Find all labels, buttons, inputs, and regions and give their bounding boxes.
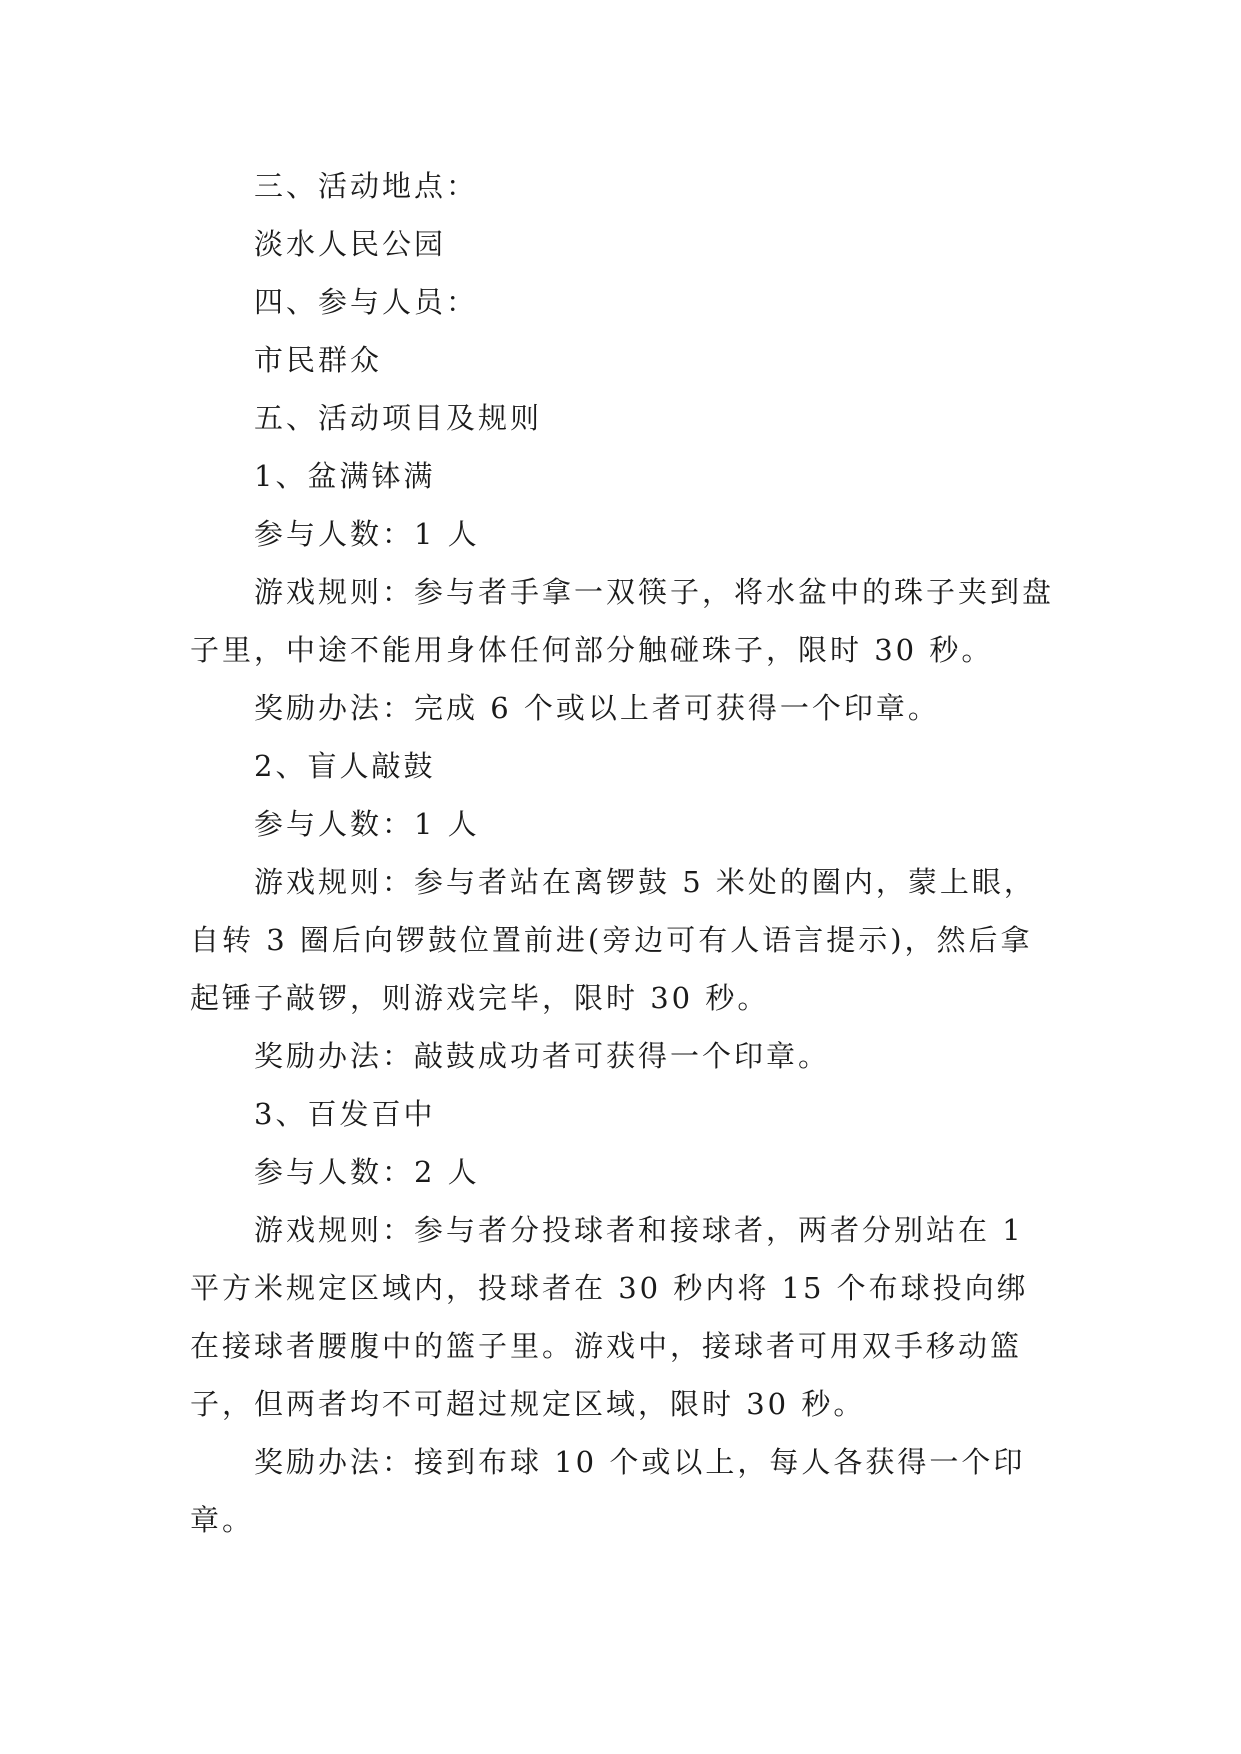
activity-3-headcount: 参与人数：2 人 <box>254 1155 480 1189</box>
participants-text: 市民群众 <box>254 343 383 377</box>
activity-3-title: 3、百发百中 <box>254 1097 436 1131</box>
activity-3-reward: 奖励办法：接到布球 10 个或以上，每人各获得一个印章。 <box>190 1445 1026 1537</box>
activity-2-rules: 游戏规则：参与者站在离锣鼓 5 米处的圈内，蒙上眼，自转 3 圈后向锣鼓位置前进(旁边可有人语言提示)，然后拿起锤子敲锣，则游戏完毕，限时 30 秒。 <box>190 865 1036 1015</box>
activity-1-rules: 游戏规则：参与者手拿一双筷子，将水盆中的珠子夹到盘子里，中途不能用身体任何部分触碰珠子，限时 30 秒。 <box>190 575 1055 667</box>
section-heading-location: 三、活动地点： <box>254 169 479 203</box>
activity-1-title: 1、盆满钵满 <box>254 459 436 493</box>
document-body <box>190 157 1055 1549</box>
section-heading-participants: 四、参与人员： <box>254 285 479 319</box>
section-heading-activities: 五、活动项目及规则 <box>254 401 543 435</box>
activity-2-headcount: 参与人数：1 人 <box>254 807 480 841</box>
activity-2-reward: 奖励办法：敲鼓成功者可获得一个印章。 <box>254 1039 831 1073</box>
activity-1-reward: 奖励办法：完成 6 个或以上者可获得一个印章。 <box>254 691 940 725</box>
location-text: 淡水人民公园 <box>254 227 447 261</box>
activity-2-title: 2、盲人敲鼓 <box>254 749 436 783</box>
activity-3-rules: 游戏规则：参与者分投球者和接球者，两者分别站在 1 平方米规定区域内，投球者在 30 秒内将 15 个布球投向绑在接球者腰腹中的篮子里。游戏中，接球者可用双手移动篮子，但两者均不可超过规定区域，限时 30 秒。 <box>190 1213 1029 1421</box>
activity-1-headcount: 参与人数：1 人 <box>254 517 480 551</box>
